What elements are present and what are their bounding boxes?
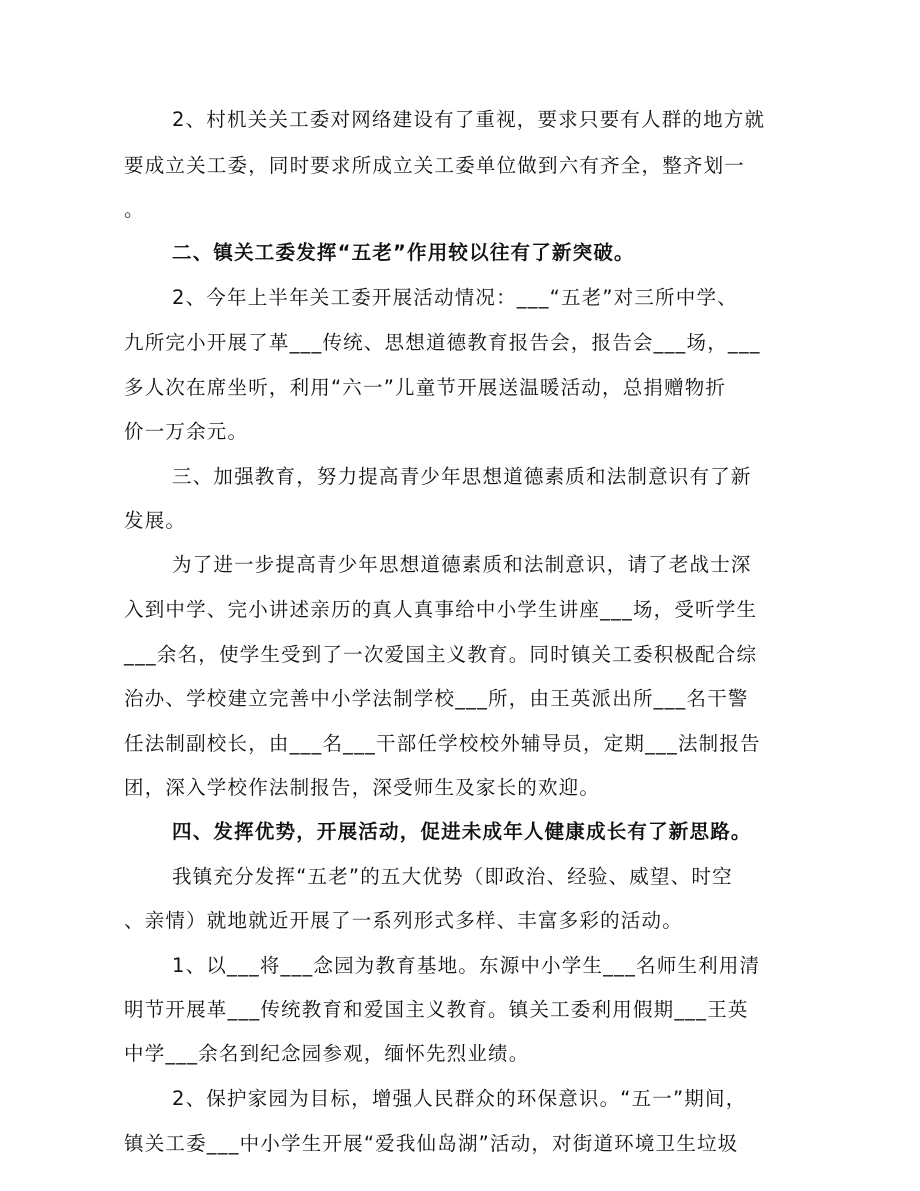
text-line: 2、保护家园为目标，增强人民群众的环保意识。“五一”期间， xyxy=(172,1087,747,1110)
text-line: 入到中学、完小讲述亲历的真人真事给中小学生讲座___场，受听学生 xyxy=(124,598,758,621)
text-line: ___余名，使学生受到了一次爱国主义教育。同时镇关工委积极配合综 xyxy=(124,643,758,666)
text-line: 价一万余元。 xyxy=(124,420,249,443)
text-line: 中学___余名到纪念园参观，缅怀先烈业绩。 xyxy=(124,1042,530,1065)
text-line: 多人次在席坐听，利用“六一”儿童节开展送温暖活动，总捐赠物折 xyxy=(124,376,727,399)
text-line: 要成立关工委，同时要求所成立关工委单位做到六有齐全，整齐划一 xyxy=(124,154,746,177)
text-line: 、亲情）就地就近开展了一系列形式多样、丰富多彩的活动。 xyxy=(124,909,683,932)
text-line: 1、以___将___念园为教育基地。东源中小学生___名师生利用清 xyxy=(172,954,761,977)
text-line: 治办、学校建立完善中小学法制学校___所，由王英派出所___名干警 xyxy=(124,687,749,710)
text-line: 为了进一步提高青少年思想道德素质和法制意识，请了老战士深 xyxy=(172,553,752,576)
text-line: 镇关工委___中小学生开展“爱我仙岛湖”活动，对街道环境卫生垃圾 xyxy=(124,1132,739,1155)
text-line: 明节开展革___传统教育和爱国主义教育。镇关工委利用假期___王英 xyxy=(124,998,749,1021)
text-line: 九所完小开展了革___传统、思想道德教育报告会，报告会___场，___ xyxy=(124,331,761,354)
section-heading: 二、镇关工委发挥“五老”作用较以往有了新突破。 xyxy=(172,241,635,264)
text-line: 发展。 xyxy=(124,509,187,532)
text-line: 。 xyxy=(124,198,145,221)
text-line: 2、今年上半年关工委开展活动情况：___“五老”对三所中学、 xyxy=(172,286,738,309)
text-line: 2、村机关关工委对网络建设有了重视，要求只要有人群的地方就 xyxy=(172,108,766,131)
text-line: 团，深入学校作法制报告，深受师生及家长的欢迎。 xyxy=(124,776,601,799)
text-line: 任法制副校长，由___名___干部任学校校外辅导员，定期___法制报告 xyxy=(124,732,761,755)
section-heading: 三、加强教育，努力提高青少年思想道德素质和法制意识有了新 xyxy=(172,465,752,488)
text-line: 我镇充分发挥“五老”的五大优势（即政治、经验、威望、时空 xyxy=(172,865,733,888)
section-heading: 四、发挥优势，开展活动，促进未成年人健康成长有了新思路。 xyxy=(172,820,752,843)
